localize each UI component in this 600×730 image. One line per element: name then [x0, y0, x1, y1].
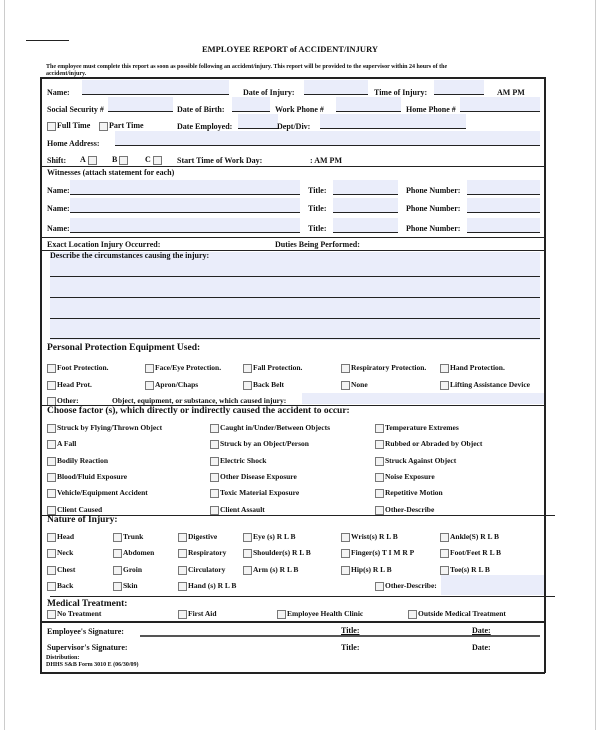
nature-heading: Nature of Injury: — [47, 515, 118, 525]
checkbox-label: Apron/Chaps — [155, 380, 199, 389]
checkbox-box[interactable] — [178, 610, 187, 619]
checkbox-label: Skin — [123, 581, 138, 590]
checkbox-bodily-reaction[interactable] — [47, 456, 108, 466]
checkbox-box[interactable] — [440, 381, 449, 390]
checkbox-label: Wrist(s) R L B — [351, 532, 398, 541]
checkbox-back[interactable] — [47, 581, 73, 591]
checkbox-box[interactable] — [210, 489, 219, 498]
dob-label: Date of Birth: — [177, 105, 225, 114]
checkbox-label: Hand Protection. — [450, 363, 505, 372]
witness-name-input[interactable] — [70, 180, 300, 195]
checkbox-outside-medical-treatment[interactable] — [408, 609, 506, 619]
checkbox-label: Foot/Feet R L B — [450, 548, 502, 557]
time-of-injury-input[interactable] — [434, 80, 484, 95]
checkbox-box[interactable] — [145, 364, 154, 373]
witness-title-label: Title: — [308, 186, 327, 195]
witness-title-label: Title: — [308, 224, 327, 233]
divider — [40, 166, 545, 167]
shift-c-label: C — [145, 155, 151, 164]
checkbox-label: Neck — [57, 548, 74, 557]
checkbox-repetitive-motion[interactable] — [375, 488, 443, 498]
checkbox-box[interactable] — [113, 549, 122, 558]
checkbox-client-caused[interactable] — [47, 505, 102, 515]
checkbox-label: Hand (s) R L B — [188, 581, 237, 590]
checkbox-head-prot[interactable] — [47, 380, 92, 390]
checkbox-box[interactable] — [440, 533, 449, 542]
line — [50, 276, 540, 277]
checkbox-box[interactable] — [47, 424, 56, 433]
date-employed-input[interactable] — [238, 114, 278, 129]
shift-a-checkbox[interactable] — [80, 155, 98, 165]
checkbox-label: Back Belt — [253, 380, 285, 389]
checkbox-label: Head Prot. — [57, 380, 92, 389]
checkbox-label: Bodily Reaction — [57, 456, 109, 465]
dob-input[interactable] — [232, 97, 270, 112]
checkbox-noise-exposure[interactable] — [375, 472, 435, 482]
shift-b-checkbox[interactable] — [112, 155, 129, 165]
checkbox-label: Vehicle/Equipment Accident — [57, 488, 148, 497]
checkbox-box[interactable] — [178, 566, 187, 575]
checkbox-box[interactable] — [243, 364, 252, 373]
checkbox-caught-in-under-between-objects[interactable] — [210, 423, 330, 433]
nature-other-label: Other-Describe: — [385, 581, 437, 590]
checkbox-struck-by-flying-thrown-object[interactable] — [47, 423, 162, 433]
checkbox-box[interactable] — [113, 566, 122, 575]
checkbox-label: Face/Eye Protection. — [155, 363, 222, 372]
part-time-checkbox[interactable] — [99, 121, 144, 131]
home-phone-input[interactable] — [460, 97, 540, 112]
checkbox-box[interactable] — [341, 364, 350, 373]
checkbox-arm-s-r-l-b[interactable] — [243, 565, 298, 575]
checkbox-foot-feet-r-l-b[interactable] — [440, 548, 501, 558]
witnesses-heading: Witnesses (attach statement for each) — [47, 168, 175, 177]
divider — [40, 621, 545, 623]
checkbox-struck-against-object[interactable] — [375, 456, 456, 466]
checkbox-box[interactable] — [375, 473, 384, 482]
nature-other-checkbox[interactable] — [375, 581, 437, 591]
checkbox-label: Electric Shock — [220, 456, 267, 465]
checkbox-circulatory[interactable] — [178, 565, 225, 575]
checkbox-label: Toxic Material Exposure — [220, 488, 300, 497]
checkbox-ankle-s-r-l-b[interactable] — [440, 532, 499, 542]
checkbox-box[interactable] — [210, 457, 219, 466]
shift-a-label: A — [80, 155, 86, 164]
ssn-input[interactable] — [108, 97, 173, 112]
name-label: Name: — [47, 88, 70, 97]
name-input[interactable] — [82, 80, 229, 95]
checkbox-respiratory-protection[interactable] — [341, 363, 426, 373]
checkbox-label: Head — [57, 532, 75, 541]
line — [50, 338, 540, 339]
checkbox-box[interactable] — [341, 381, 350, 390]
witness-name-input[interactable] — [70, 198, 300, 213]
checkbox-label: Foot Protection. — [57, 363, 109, 372]
checkbox-box[interactable] — [47, 457, 56, 466]
home-phone-label: Home Phone # — [406, 105, 456, 114]
checkbox-box[interactable] — [113, 582, 122, 591]
checkbox-chest[interactable] — [47, 565, 75, 575]
checkbox-box[interactable] — [243, 381, 252, 390]
witness-name-label: Name: — [47, 204, 70, 213]
checkbox-box[interactable] — [47, 566, 56, 575]
checkbox-finger-s-t-i-m-r-p[interactable] — [341, 548, 414, 558]
checkbox-apron-chaps[interactable] — [145, 380, 198, 390]
checkbox-groin[interactable] — [113, 565, 142, 575]
shift-b-label: B — [112, 155, 118, 164]
date-employed-label: Date Employed: — [177, 122, 233, 131]
checkbox-box[interactable] — [375, 457, 384, 466]
witness-name-label: Name: — [47, 224, 70, 233]
checkbox-trunk[interactable] — [113, 532, 143, 542]
checkbox-label: Lifting Assistance Device — [450, 380, 530, 389]
checkbox-label: Struck by an Object/Person — [220, 439, 309, 448]
checkbox-box[interactable] — [243, 566, 252, 575]
shift-c-checkbox[interactable] — [145, 155, 163, 165]
divider — [50, 596, 555, 597]
checkbox-box[interactable] — [47, 440, 56, 449]
supervisor-title-label: Title: — [341, 643, 360, 652]
instructions: The employee must complete this report as soon as possible following an accident/injury. This report will be provided to the supervisor within 24 hours of the — [46, 64, 448, 70]
checkbox-label: Other-Describe — [385, 505, 435, 514]
checkbox-label: Other Disease Exposure — [220, 472, 297, 481]
checkbox-box[interactable] — [341, 566, 350, 575]
checkbox-head[interactable] — [47, 532, 74, 542]
checkbox-struck-by-an-object-person[interactable] — [210, 439, 309, 449]
checkbox-box[interactable] — [210, 506, 219, 515]
witness-phone-label: Phone Number: — [406, 224, 461, 233]
work-phone-label: Work Phone # — [275, 105, 324, 114]
checkbox-neck[interactable] — [47, 548, 73, 558]
checkbox-box[interactable] — [47, 506, 56, 515]
checkbox-box[interactable] — [210, 424, 219, 433]
checkbox-label: Client Assault — [220, 505, 265, 514]
checkbox-label: Trunk — [123, 532, 144, 541]
checkbox-label: Outside Medical Treatment — [418, 609, 506, 618]
checkbox-box[interactable] — [178, 533, 187, 542]
checkbox-label: Eye (s) R L B — [253, 532, 296, 541]
checkbox-toe-s-r-l-b[interactable] — [440, 565, 490, 575]
checkbox-label: Noise Exposure — [385, 472, 435, 481]
line — [50, 297, 540, 298]
checkbox-box[interactable] — [277, 610, 286, 619]
checkbox-box[interactable] — [243, 533, 252, 542]
location-label: Exact Location Injury Occurred: — [47, 240, 161, 249]
witness-title-input[interactable] — [333, 218, 398, 233]
supervisor-date-label: Date: — [472, 643, 491, 652]
nature-other-input[interactable] — [441, 575, 544, 595]
checkbox-shoulder-s-r-l-b[interactable] — [243, 548, 311, 558]
checkbox-box[interactable] — [47, 364, 56, 373]
checkbox-label: Groin — [123, 565, 143, 574]
ppe-heading: Personal Protection Equipment Used: — [47, 343, 201, 353]
witness-phone-input[interactable] — [467, 180, 540, 195]
checkbox-box[interactable] — [178, 549, 187, 558]
instructions-cont: accident/injury. — [46, 71, 87, 77]
checkbox-electric-shock[interactable] — [210, 456, 266, 466]
checkbox-box[interactable] — [47, 533, 56, 542]
checkbox-label: Shoulder(s) R L B — [253, 548, 311, 557]
checkbox-box[interactable] — [47, 381, 56, 390]
checkbox-other-describe[interactable] — [375, 505, 434, 515]
checkbox-box[interactable] — [375, 440, 384, 449]
checkbox-label: None — [351, 380, 368, 389]
checkbox-face-eye-protection[interactable] — [145, 363, 221, 373]
page-edge — [595, 0, 596, 730]
frame-bottom — [40, 672, 545, 674]
checkbox-label: Struck Against Object — [385, 456, 457, 465]
checkbox-box[interactable] — [440, 364, 449, 373]
checkbox-eye-s-r-l-b[interactable] — [243, 532, 296, 542]
checkbox-hip-s-r-l-b[interactable] — [341, 565, 392, 575]
full-time-label: Full Time — [57, 121, 91, 130]
checkbox-box[interactable] — [113, 533, 122, 542]
checkbox-label: Caught in/Under/Between Objects — [220, 423, 330, 432]
checkbox-label: No Treatment — [57, 609, 102, 618]
checkbox-label: Struck by Flying/Thrown Object — [57, 423, 163, 432]
time-of-injury-label: Time of Injury: — [374, 88, 428, 97]
checkbox-box[interactable] — [47, 473, 56, 482]
page-edge — [4, 0, 5, 730]
checkbox-box[interactable] — [375, 489, 384, 498]
top-line — [26, 40, 69, 41]
checkbox-label: A Fall — [57, 439, 77, 448]
checkbox-vehicle-equipment-accident[interactable] — [47, 488, 148, 498]
checkbox-label: Chest — [57, 565, 76, 574]
checkbox-abdomen[interactable] — [113, 548, 154, 558]
checkbox-label: Digestive — [188, 532, 218, 541]
ssn-label: Social Security # — [47, 105, 104, 114]
work-phone-input[interactable] — [336, 97, 401, 112]
form-number: DHHS S&B Form 3010 E (06/30/09) — [46, 662, 139, 668]
distribution-label: Distribution: — [46, 655, 80, 661]
time-am-pm[interactable]: AM PM — [497, 88, 525, 97]
checkbox-label: First Aid — [188, 609, 217, 618]
checkbox-blood-fluid-exposure[interactable] — [47, 472, 127, 482]
checkbox-label: Employee Health Clinic — [287, 609, 364, 618]
start-time-input[interactable]: : AM PM — [310, 156, 342, 165]
checkbox-label: Abdomen — [123, 548, 155, 557]
checkbox-foot-protection[interactable] — [47, 363, 109, 373]
witness-phone-input[interactable] — [467, 198, 540, 213]
checkbox-label: Respiratory Protection. — [351, 363, 427, 372]
checkbox-label: Back — [57, 581, 74, 590]
checkbox-no-treatment[interactable] — [47, 609, 101, 619]
checkbox-box[interactable] — [375, 424, 384, 433]
checkbox-wrist-s-r-l-b[interactable] — [341, 532, 398, 542]
witness-title-input[interactable] — [333, 198, 398, 213]
checkbox-box[interactable] — [47, 549, 56, 558]
checkbox-box[interactable] — [178, 582, 187, 591]
duties-label: Duties Being Performed: — [275, 240, 360, 249]
checkbox-box[interactable] — [440, 549, 449, 558]
checkbox-label: Arm (s) R L B — [253, 565, 299, 574]
full-time-checkbox[interactable] — [47, 121, 90, 131]
page-title: EMPLOYEE REPORT of ACCIDENT/INJURY — [201, 44, 379, 54]
checkbox-box[interactable] — [210, 440, 219, 449]
checkbox-box[interactable] — [145, 381, 154, 390]
checkbox-lifting-assistance-device[interactable] — [440, 380, 530, 390]
witness-name-input[interactable] — [70, 218, 300, 233]
frame-top — [40, 77, 545, 79]
checkbox-respiratory[interactable] — [178, 548, 226, 558]
start-time-label: Start Time of Work Day: — [177, 156, 263, 165]
witness-name-label: Name: — [47, 186, 70, 195]
employee-title-label: Title: — [341, 626, 360, 635]
witness-title-label: Title: — [308, 204, 327, 213]
checkbox-label: Finger(s) T I M R P — [351, 548, 415, 557]
ppe-other-label: Other: — [57, 396, 79, 405]
checkbox-other-disease-exposure[interactable] — [210, 472, 297, 482]
date-of-injury-input[interactable] — [304, 80, 368, 95]
medical-heading: Medical Treatment: — [47, 599, 128, 609]
dept-label: Dept/Div: — [277, 122, 311, 131]
checkbox-label: Toe(s) R L B — [450, 565, 490, 574]
part-time-label: Part Time — [109, 121, 144, 130]
checkbox-client-assault[interactable] — [210, 505, 265, 515]
checkbox-none[interactable] — [341, 380, 368, 390]
supervisor-signature-label: Supervisor's Signature: — [47, 643, 128, 652]
checkbox-box[interactable] — [375, 506, 384, 515]
checkbox-label: Hip(s) R L B — [351, 565, 392, 574]
home-address-label: Home Address: — [47, 139, 100, 148]
factors-heading: Choose factor (s), which directly or indirectly caused the accident to occur: — [47, 406, 350, 416]
checkbox-label: Repetitive Motion — [385, 488, 443, 497]
dept-input[interactable] — [320, 114, 466, 129]
checkbox-box[interactable] — [210, 473, 219, 482]
checkbox-a-fall[interactable] — [47, 439, 76, 449]
describe-label: Describe the circumstances causing the injury: — [50, 251, 210, 260]
witness-phone-label: Phone Number: — [406, 204, 461, 213]
checkbox-skin[interactable] — [113, 581, 138, 591]
checkbox-box[interactable] — [341, 549, 350, 558]
witness-phone-label: Phone Number: — [406, 186, 461, 195]
checkbox-label: Ankle(S) R L B — [450, 532, 499, 541]
checkbox-label: Client Caused — [57, 505, 103, 514]
employee-date-label: Date: — [472, 626, 491, 635]
checkbox-hand-s-r-l-b[interactable] — [178, 581, 236, 591]
checkbox-rubbed-or-abraded-by-object[interactable] — [375, 439, 482, 449]
home-address-input[interactable] — [115, 131, 540, 146]
checkbox-employee-health-clinic[interactable] — [277, 609, 363, 619]
checkbox-box[interactable] — [440, 566, 449, 575]
checkbox-box[interactable] — [47, 610, 56, 619]
checkbox-box[interactable] — [341, 533, 350, 542]
checkbox-fall-protection[interactable] — [243, 363, 302, 373]
divider — [40, 237, 545, 238]
witness-phone-input[interactable] — [467, 218, 540, 233]
checkbox-label: Respiratory — [188, 548, 227, 557]
checkbox-box[interactable] — [47, 582, 56, 591]
checkbox-label: Circulatory — [188, 565, 226, 574]
line — [50, 318, 540, 319]
checkbox-label: Temperature Extremes — [385, 423, 459, 432]
checkbox-hand-protection[interactable] — [440, 363, 505, 373]
checkbox-first-aid[interactable] — [178, 609, 217, 619]
checkbox-temperature-extremes[interactable] — [375, 423, 459, 433]
object-label: Object, equipment, or substance, which caused injury: — [112, 396, 287, 405]
circumstances-input[interactable] — [50, 252, 540, 340]
checkbox-label: Fall Protection. — [253, 363, 303, 372]
checkbox-box[interactable] — [408, 610, 417, 619]
date-of-injury-label: Date of Injury: — [243, 88, 295, 97]
checkbox-box[interactable] — [47, 489, 56, 498]
checkbox-toxic-material-exposure[interactable] — [210, 488, 299, 498]
checkbox-digestive[interactable] — [178, 532, 217, 542]
shift-label: Shift: — [47, 156, 67, 165]
witness-title-input[interactable] — [333, 180, 398, 195]
employee-signature-label: Employee's Signature: — [47, 627, 124, 636]
checkbox-box[interactable] — [243, 549, 252, 558]
checkbox-back-belt[interactable] — [243, 380, 284, 390]
checkbox-label: Rubbed or Abraded by Object — [385, 439, 483, 448]
checkbox-label: Blood/Fluid Exposure — [57, 472, 128, 481]
object-input[interactable] — [302, 393, 544, 404]
